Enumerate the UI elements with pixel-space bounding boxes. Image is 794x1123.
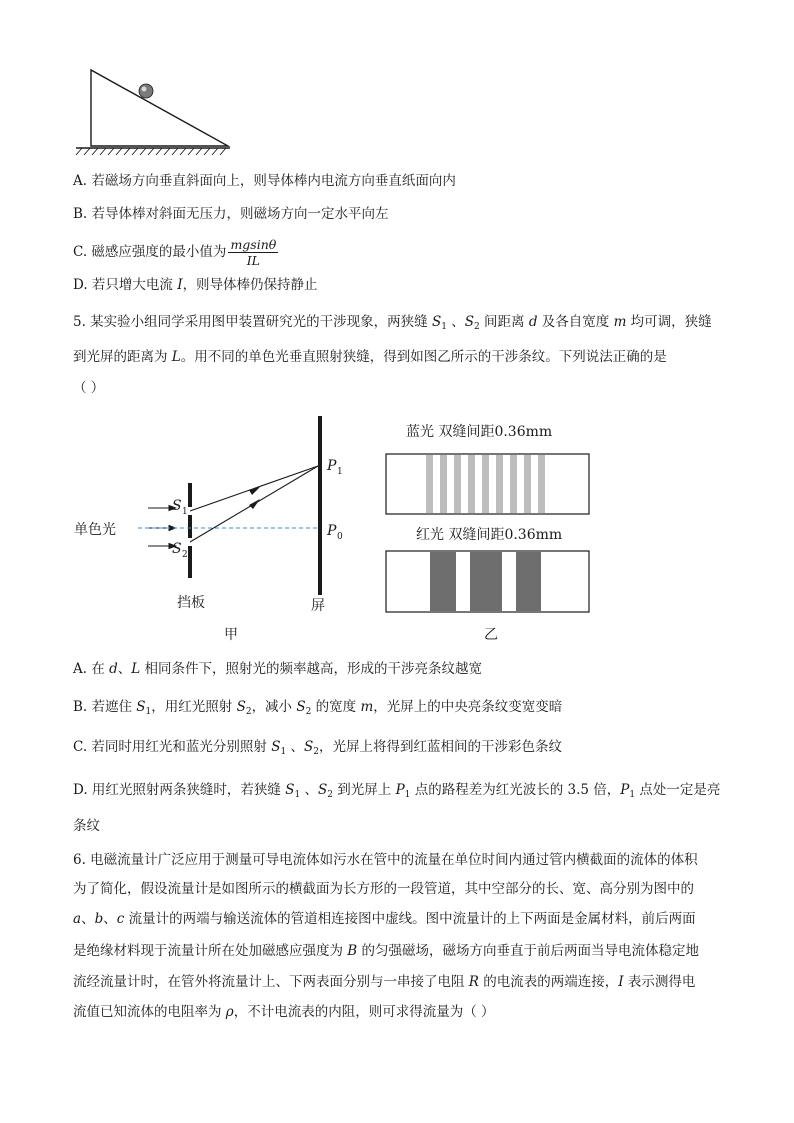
q6-line5: 流经流量计时，在管外将流量计上、下两表面分别与一串接了电阻 R 的电流表的两端连接，I 表示测得电	[73, 974, 696, 990]
ray-s2-arrowhead	[249, 499, 260, 509]
label-p0: P	[327, 523, 337, 539]
label-jia: 甲	[224, 627, 238, 643]
label-baffle: 挡板	[177, 595, 205, 611]
q4-option-a: A. 若磁场方向垂直斜面向上，则导体棒内电流方向垂直纸面向内	[73, 173, 456, 189]
q5-stem-line1: 5. 某实验小组同学采用图甲装置研究光的干涉现象，两狭缝 $S_1$ 、$S_2$ 间距离 d 及各自宽度 m 均可调，狭缝	[73, 314, 712, 332]
red-fringe-title: 红光 双缝间距0.36mm	[416, 527, 563, 543]
label-s1: S	[172, 498, 182, 514]
conductor-rod	[139, 84, 153, 98]
min-b-fraction: $\frac{mgsin\theta}{IL}$	[230, 237, 277, 268]
q5-option-d: D. 用红光照射两条狭缝时，若狭缝 $S_1$ 、$S_2$ 到光屏上 $P_1$ 点的路程差为红光波长的 3.5 倍，$P_1$ 点处一定是亮	[73, 782, 721, 800]
q6-line3: a、b、c 流量计的两端与输送流体的管道相连接图中虚线。图中流量计的上下两面是金属材料，前后两面	[73, 911, 696, 927]
q6-line2: 为了简化，假设流量计是如图所示的横截面为长方形的一段管道，其中空部分的长、宽、高分别为图中的	[73, 881, 694, 897]
double-slit-figure	[66, 410, 366, 645]
label-s2: S	[172, 541, 182, 557]
q5-option-d-cont: 条纹	[73, 818, 100, 834]
rod-highlight	[142, 87, 147, 92]
label-p1: P	[327, 458, 337, 474]
q4-option-b: B. 若导体棒对斜面无压力，则磁场方向一定水平向左	[73, 206, 389, 222]
q5-answer-bracket: （ ）	[73, 380, 105, 396]
red-fringes	[430, 552, 541, 611]
label-screen: 屏	[311, 598, 325, 614]
ground-hatch	[76, 148, 226, 155]
q6-line4: 是绝缘材料现于流量计所在处加磁感应强度为 B 的匀强磁场，磁场方向垂直于前后两面当导电流体稳定地	[73, 943, 700, 959]
label-s2-sub: 2	[182, 550, 188, 560]
incline-figure	[70, 62, 240, 158]
q4-option-d: D. 若只增大电流 I，则导体棒仍保持静止	[73, 277, 318, 293]
q5-option-c: C. 若同时用红光和蓝光分别照射 $S_1$ 、$S_2$，光屏上将得到红蓝相间的干涉彩色条纹	[73, 739, 562, 757]
fringe-figure	[380, 415, 595, 645]
q5-option-b: B. 若遮住 $S_1$，用红光照射 $S_2$，减小 $S_2$ 的宽度 m，光屏上的中央亮条纹变宽变暗	[73, 699, 563, 717]
label-monochromatic-light: 单色光	[74, 522, 116, 538]
q6-line1: 6. 电磁流量计广泛应用于测量可导电流体如污水在管中的流量在单位时间内通过管内横截面的流体的体积	[73, 852, 698, 868]
blue-fringes	[426, 455, 545, 513]
q4-option-c: C. 磁感应强度的最小值为 $\frac{mgsin\theta}{IL}$	[73, 237, 277, 268]
q6-line6: 流值已知流体的电阻率为 ρ，不计电流表的内阻，则可求得流量为（ ）	[73, 1004, 495, 1020]
label-s1-sub: 1	[182, 507, 188, 517]
q5-stem-line2: 到光屏的距离为 L。用不同的单色光垂直照射狭缝，得到如图乙所示的干涉条纹。下列说法正确的是	[73, 349, 667, 365]
label-p1-sub: 1	[337, 467, 343, 477]
label-yi: 乙	[484, 627, 498, 643]
label-p0-sub: 0	[337, 532, 343, 542]
q5-option-a: A. 在 d、L 相同条件下，照射光的频率越高，形成的干涉亮条纹越宽	[73, 661, 483, 677]
blue-fringe-title: 蓝光 双缝间距0.36mm	[406, 424, 553, 440]
incline-triangle	[91, 70, 228, 146]
